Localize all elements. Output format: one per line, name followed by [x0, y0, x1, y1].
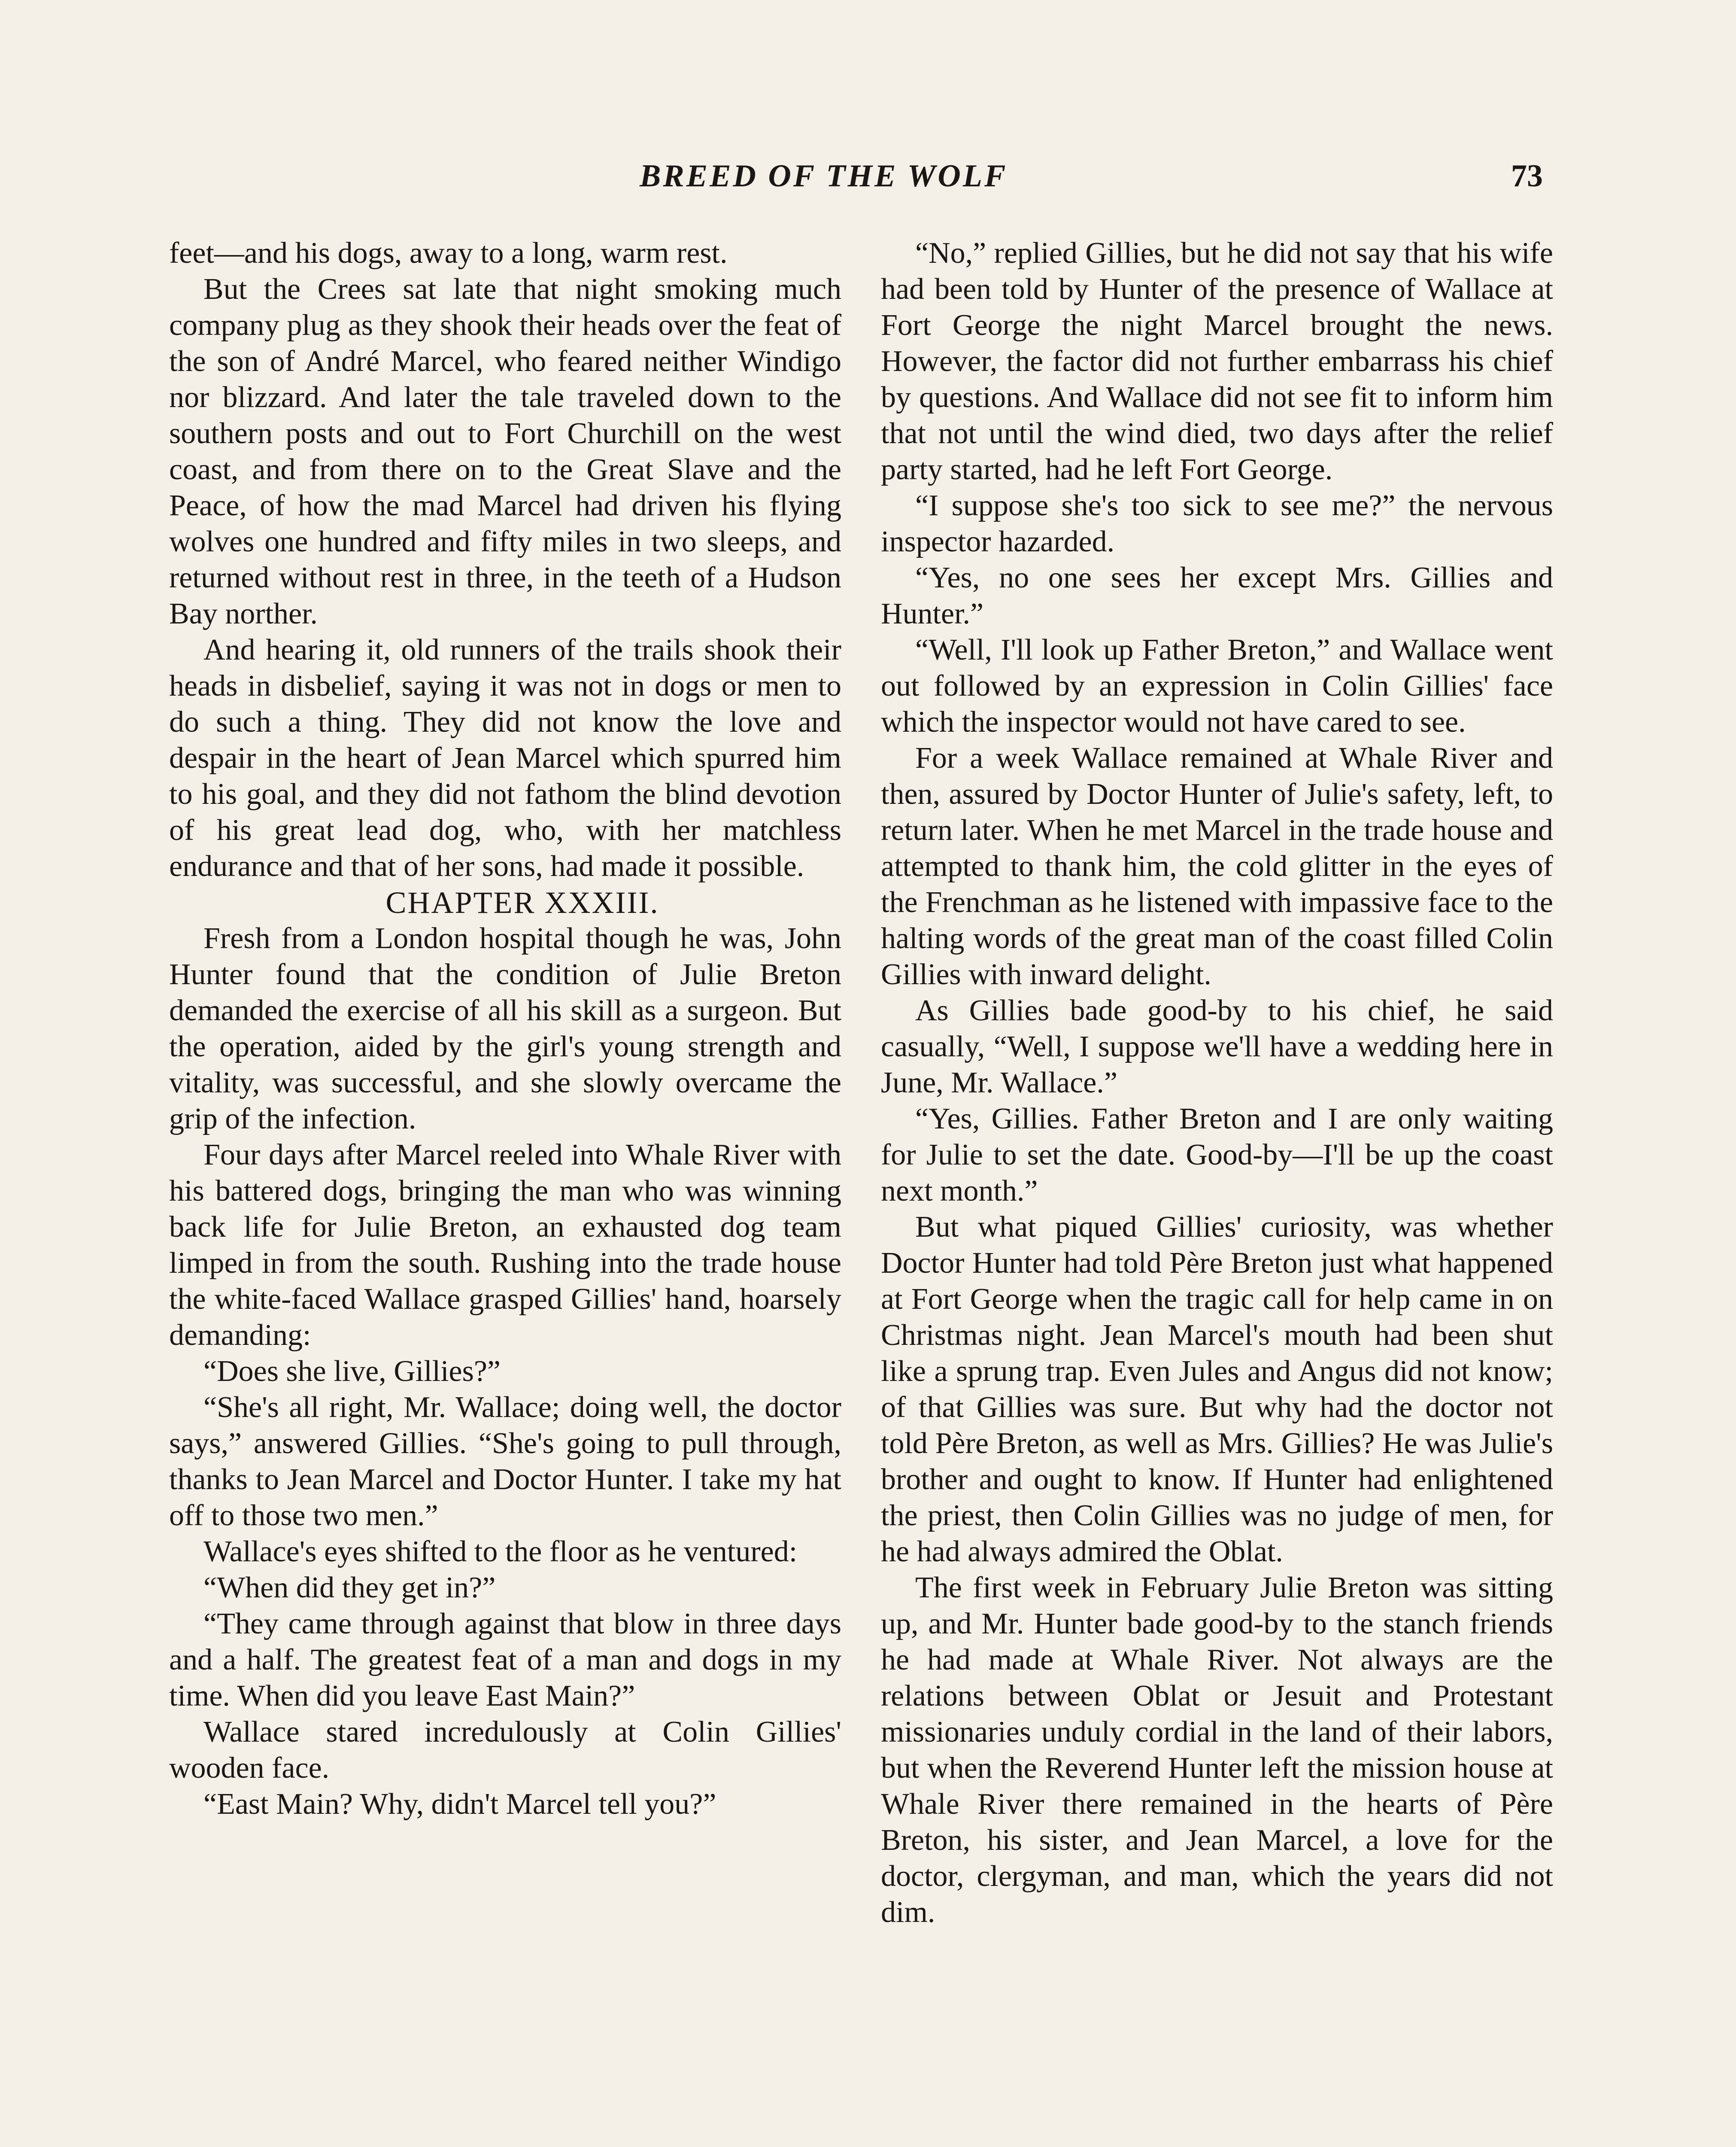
paragraph: “She's all right, Mr. Wallace; doing well, the doctor says,” answered Gillies. “She's going to pull through, thanks to Jean Marcel and Doctor Hunter. I take my hat off to those two men.”: [169, 1391, 841, 1532]
paragraph: As Gillies bade good-by to his chief, he said casually, “Well, I suppose we'll have a wedding here in June, Mr. Wallace.”: [881, 994, 1553, 1099]
paragraph: “When did they get in?”: [203, 1571, 496, 1604]
paragraph: “Yes, Gillies. Father Breton and I are only waiting for Julie to set the date. Good-by—I'll be up the coast next month.”: [881, 1102, 1553, 1207]
chapter-heading: CHAPTER XXXIII.: [385, 885, 659, 920]
paragraph: Fresh from a London hospital though he was, John Hunter found that the condition of Julie Breton demanded the exercise of all his skill as a surgeon. But the operation, aided by the girl's young strength and vitality, was successful, and she slowly overcame the grip of the infection.: [169, 922, 841, 1135]
paragraph: “No,” replied Gillies, but he did not say that his wife had been told by Hunter of the presence of Wallace at Fort George the night Marcel brought the news. However, the factor did not further embarrass his chief by questions. And Wallace did not see fit to inform him that not until the wind died, two days after the relief party started, had he left Fort George.: [881, 237, 1553, 486]
paragraph: Wallace's eyes shifted to the floor as he ventured:: [203, 1535, 798, 1568]
right-column: [881, 235, 1553, 1931]
paragraph: And hearing it, old runners of the trails shook their heads in disbelief, saying it was not in dogs or men to do such a thing. They did not know the love and despair in the heart of Jean Marcel which spurred him to his goal, and they did not fathom the blind devotion of his great lead dog, who, with her matchless endurance and that of her sons, had made it possible.: [169, 633, 841, 883]
paragraph: Four days after Marcel reeled into Whale River with his battered dogs, bringing the man who was winning back life for Julie Breton, an exhausted dog team limped in from the south. Rushing into the trade house the white-faced Wallace grasped Gillies' hand, hoarsely demanding:: [169, 1138, 841, 1352]
left-column: [169, 235, 841, 1822]
paragraph: feet—and his dogs, away to a long, warm rest.: [169, 237, 728, 270]
paragraph: “Does she live, Gillies?”: [203, 1355, 501, 1388]
paragraph: The first week in February Julie Breton was sitting up, and Mr. Hunter bade good-by to the stanch friends he had made at Whale River. Not always are the relations between Oblat or Jesuit and Protestant missionaries unduly cordial in the land of their labors, but when the Reverend Hunter left the mission house at Whale River there remained in the hearts of Père Breton, his sister, and Jean Marcel, a love for the doctor, clergyman, and man, which the years did not dim.: [881, 1571, 1553, 1929]
paragraph: “Well, I'll look up Father Breton,” and Wallace went out followed by an expression in Colin Gillies' face which the inspector would not have cared to see.: [881, 633, 1553, 739]
page-number: 73: [1511, 158, 1543, 194]
paragraph: “I suppose she's too sick to see me?” the nervous inspector hazarded.: [881, 489, 1553, 558]
paragraph: But what piqued Gillies' curiosity, was whether Doctor Hunter had told Père Breton just what happened at Fort George when the tragic call for help came in on Christmas night. Jean Marcel's mouth had been shut like a sprung trap. Even Jules and Angus did not know; of that Gillies was sure. But why had the doctor not told Père Breton, as well as Mrs. Gillies? He was Julie's brother and ought to know. If Hunter had enlightened the priest, then Colin Gillies was no judge of men, for he had always admired the Oblat.: [881, 1210, 1553, 1568]
paragraph: But the Crees sat late that night smoking much company plug as they shook their heads over the feat of the son of André Marcel, who feared neither Windigo nor blizzard. And later the tale traveled down to the southern posts and out to Fort Churchill on the west coast, and from there on to the Great Slave and the Peace, of how the mad Marcel had driven his flying wolves one hundred and fifty miles in two sleeps, and returned without rest in three, in the teeth of a Hudson Bay norther.: [169, 273, 841, 630]
running-title: BREED OF THE WOLF: [640, 158, 1008, 194]
paragraph: Wallace stared incredulously at Colin Gillies' wooden face.: [169, 1715, 841, 1785]
paragraph: “East Main? Why, didn't Marcel tell you?”: [203, 1788, 716, 1821]
paragraph: “Yes, no one sees her except Mrs. Gillies and Hunter.”: [881, 561, 1553, 630]
paragraph: “They came through against that blow in three days and a half. The greatest feat of a man and dogs in my time. When did you leave East Main?”: [169, 1607, 841, 1712]
paragraph: For a week Wallace remained at Whale River and then, assured by Doctor Hunter of Julie's safety, left, to return later. When he met Marcel in the trade house and attempted to thank him, the cold glitter in the eyes of the Frenchman as he listened with impassive face to the halting words of the great man of the coast filled Colin Gillies with inward delight.: [881, 742, 1553, 991]
